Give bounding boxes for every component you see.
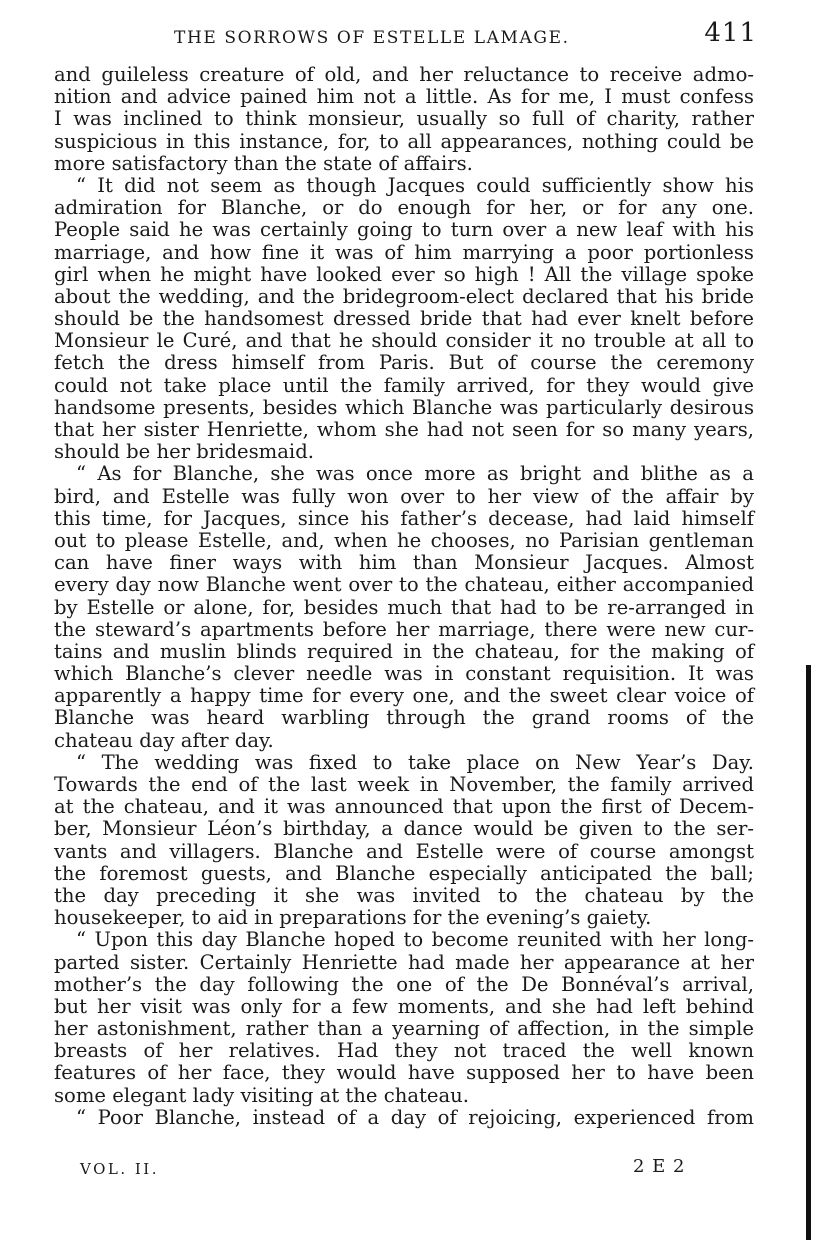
text-line: “ As for Blanche, she was once more as bright and blithe as a xyxy=(76,462,754,486)
text-line: parted sister. Certainly Henriette had made her appearance at her xyxy=(54,950,754,974)
running-head xyxy=(54,18,757,52)
text-line: handsome presents, besides which Blanche was particularly desirous xyxy=(54,395,754,419)
text-line: more satisfactory than the state of affairs. xyxy=(54,151,473,175)
text-line: could not take place until the family arrived, for they would give xyxy=(54,373,754,397)
signature-mark: 2 E 2 xyxy=(633,1156,686,1177)
text-line: mother’s the day following the one of the De Bonnéval’s arrival, xyxy=(54,972,754,996)
text-line: at the chateau, and it was announced that upon the first of Decem- xyxy=(54,795,754,819)
text-line: that her sister Henriette, whom she had not seen for so many years, xyxy=(54,418,754,441)
text-line: suspicious in this instance, for, to all appearances, nothing could be xyxy=(54,129,754,153)
text-line: should be her bridesmaid. xyxy=(54,440,314,464)
text-line: bird, and Estelle was fully won over to her view of the affair by xyxy=(54,484,754,508)
text-line: the steward’s apartments before her marriage, there were new cur- xyxy=(54,617,754,641)
text-line: admiration for Blanche, or do enough for her, or for any one. xyxy=(54,196,754,220)
text-line: Monsieur le Curé, and that he should consider it no trouble at all to xyxy=(54,329,754,353)
text-line: the foremost guests, and Blanche especially anticipated the ball; xyxy=(54,861,754,885)
text-line: but her visit was only for a few moments, and she had left behind xyxy=(54,994,754,1018)
text-line: fetch the dress himself from Paris. But of course the ceremony xyxy=(54,351,754,375)
text-line: girl when he might have looked ever so high ! All the village spoke xyxy=(54,262,754,286)
text-line: and guileless creature of old, and her reluctance to receive admo- xyxy=(54,63,754,86)
text-line: which Blanche’s clever needle was in constant requisition. It was xyxy=(54,662,754,686)
text-line: I was inclined to think monsieur, usually so full of charity, rather xyxy=(54,107,754,131)
running-title: THE SORROWS OF ESTELLE LAMAGE. xyxy=(174,28,570,48)
text-line: Blanche was heard warbling through the grand rooms of the xyxy=(54,706,754,730)
text-line: by Estelle or alone, for, besides much that had to be re-arranged in xyxy=(54,595,754,619)
text-line: vants and villagers. Blanche and Estelle were of course amongst xyxy=(54,839,754,863)
text-line: tains and muslin blinds required in the chateau, for the making of xyxy=(54,639,754,663)
text-line: housekeeper, to aid in preparations for the evening’s gaiety. xyxy=(54,906,652,930)
page-footer xyxy=(54,1156,757,1182)
text-line: breasts of her relatives. Had they not traced the well known xyxy=(54,1039,754,1063)
text-line: some elegant lady visiting at the chateau. xyxy=(54,1083,470,1107)
text-line: “ Poor Blanche, instead of a day of rejoicing, experienced from xyxy=(76,1105,754,1129)
text-line: every day now Blanche went over to the chateau, either accompanied xyxy=(54,573,754,597)
text-line: can have finer ways with him than Monsieur Jacques. Almost xyxy=(54,551,754,575)
text-line: ber, Monsieur Léon’s birthday, a dance would be given to the ser- xyxy=(54,817,754,841)
text-line: about the wedding, and the bridegroom-elect declared that his bride xyxy=(54,284,754,308)
text-line: People said he was certainly going to turn over a new leaf with his xyxy=(54,218,754,242)
text-line: out to please Estelle, and, when he chooses, no Parisian gentleman xyxy=(54,528,754,552)
text-line: features of her face, they would have supposed her to have been xyxy=(54,1061,754,1085)
text-line: Towards the end of the last week in November, the family arrived xyxy=(54,773,754,796)
text-line: this time, for Jacques, since his father’s decease, had laid himself xyxy=(54,506,754,530)
page-number: 411 xyxy=(704,18,757,48)
body-text xyxy=(54,64,754,1129)
text-line: “ The wedding was fixed to take place on New Year’s Day. xyxy=(76,750,754,774)
text-line: the day preceding it she was invited to the chateau by the xyxy=(54,883,754,907)
text-line: nition and advice pained him not a little. As for me, I must confess xyxy=(54,85,754,109)
text-line: her astonishment, rather than a yearning of affection, in the simple xyxy=(54,1017,754,1041)
page-edge-shadow xyxy=(806,665,811,1240)
text-line: “ It did not seem as though Jacques could sufficiently show his xyxy=(76,173,754,197)
text-line: “ Upon this day Blanche hoped to become reunited with her long- xyxy=(76,928,754,952)
text-line: should be the handsomest dressed bride that had ever knelt before xyxy=(54,307,754,331)
volume-label: VOL. II. xyxy=(80,1160,159,1178)
text-line: marriage, and how fine it was of him marrying a poor portionless xyxy=(54,240,754,264)
text-line: apparently a happy time for every one, and the sweet clear voice of xyxy=(54,684,754,708)
text-line: chateau day after day. xyxy=(54,728,274,752)
